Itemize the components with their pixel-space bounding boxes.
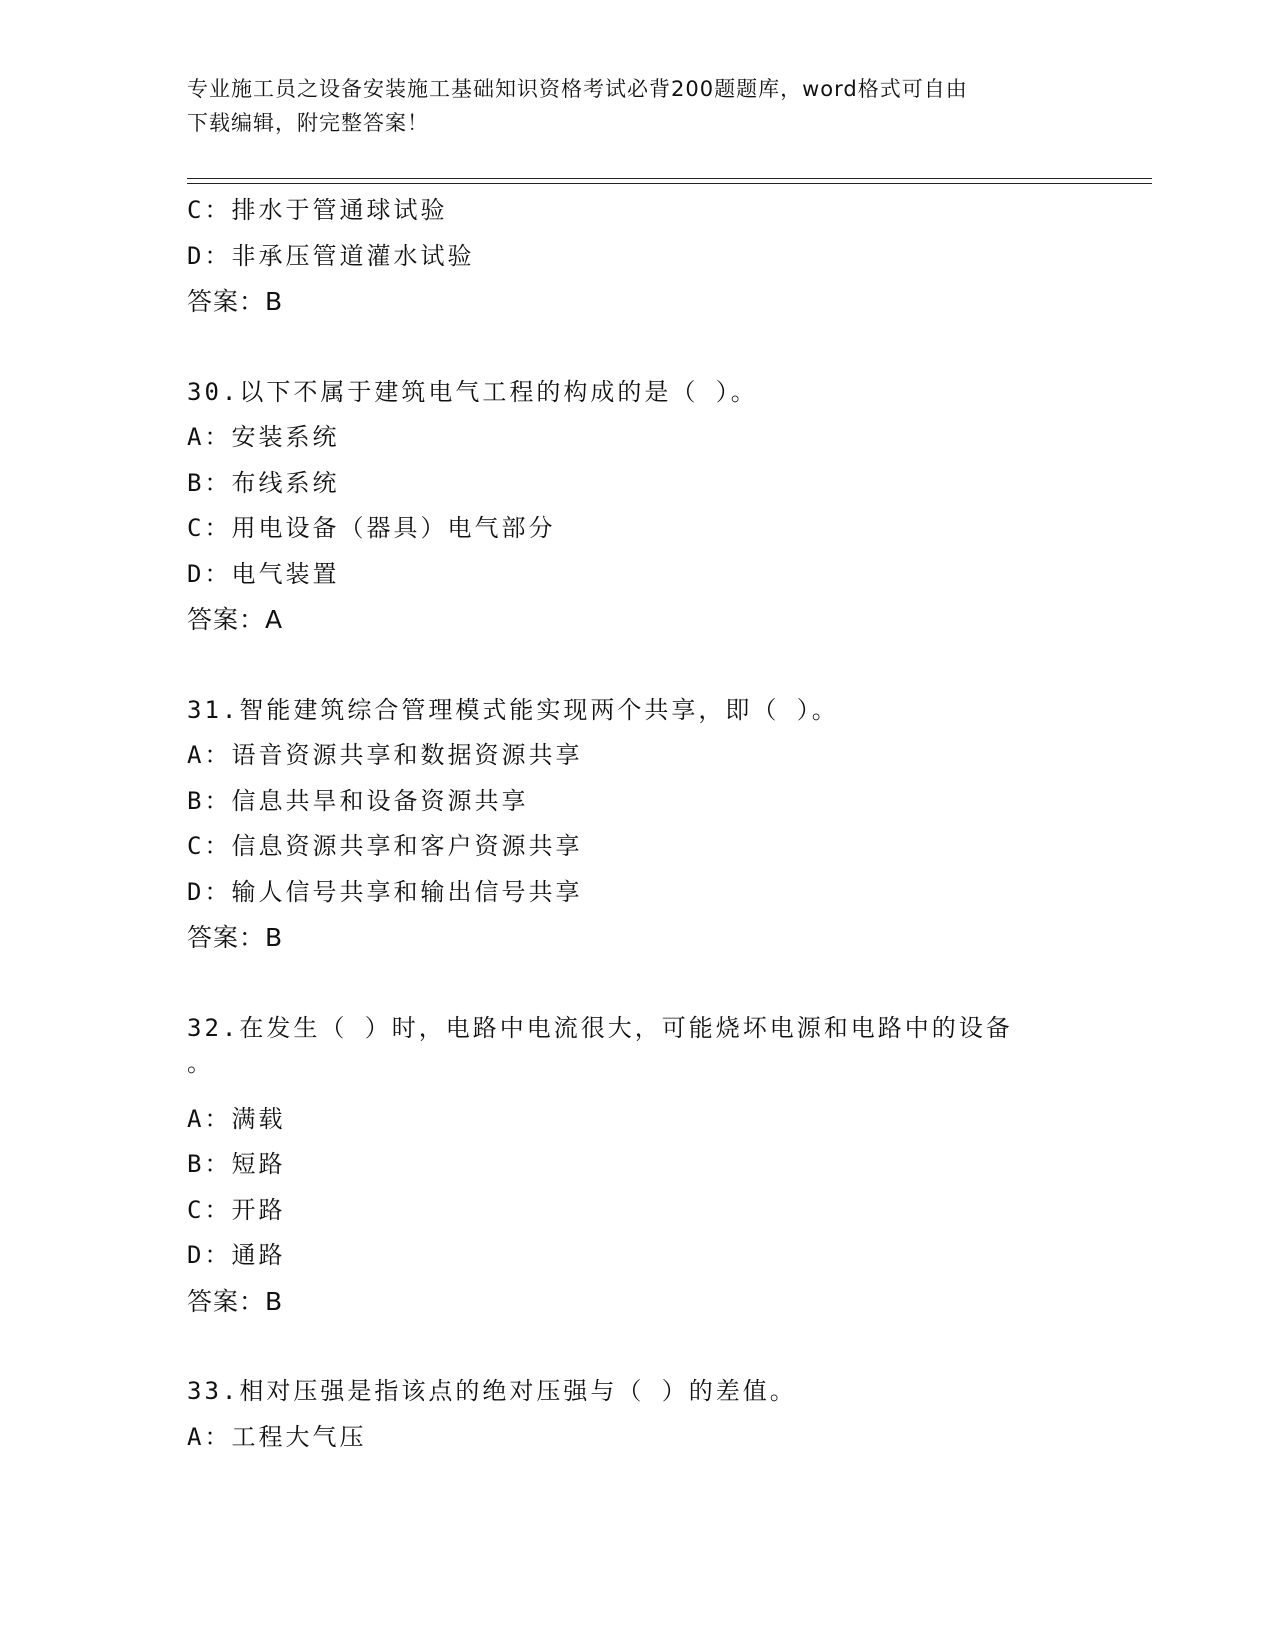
spacer [187, 325, 1147, 370]
q33-option-a: A：工程大气压 [187, 1422, 367, 1451]
q32-answer: 答案：B [187, 1286, 284, 1316]
spacer [187, 1324, 1147, 1369]
page-header [187, 72, 1067, 140]
q30-question: 30.以下不属于建筑电气工程的构成的是（ ）。 [187, 377, 758, 406]
q31-option-c: C：信息资源共享和客户资源共享 [187, 832, 583, 860]
q33-question: 33.相对压强是指该点的绝对压强与（ ）的差值。 [187, 1377, 797, 1405]
q31-option-a: A：语音资源共享和数据资源共享 [187, 741, 583, 769]
q30-option-a: A：安装系统 [187, 423, 340, 451]
header-line-2: 下载编辑，附完整答案！ [187, 111, 429, 135]
q32-option-c: C：开路 [187, 1195, 286, 1224]
spacer [187, 643, 1147, 688]
q32-question-end: 。 [187, 1049, 214, 1077]
q29-option-d: D：非承压管道灌水试验 [187, 241, 475, 270]
q29-answer: 答案：B [187, 287, 284, 316]
q31-option-d: D：输人信号共享和输出信号共享 [187, 877, 583, 906]
q29-option-c: C：排水于管通球试验 [187, 196, 448, 224]
q32-option-b: B：短路 [187, 1150, 286, 1178]
header-line-1: 专业施工员之设备安装施工基础知识资格考试必背200题题库，word格式可自由 [187, 77, 968, 101]
spacer [187, 961, 1147, 1006]
q31-question: 31.智能建筑综合管理模式能实现两个共享，即（ ）。 [187, 695, 839, 724]
question-list [187, 188, 1147, 1460]
header-rule-bottom [187, 183, 1152, 184]
q32-option-a: A：满载 [187, 1104, 286, 1133]
q30-option-d: D：电气装置 [187, 559, 340, 588]
q31-answer: 答案：B [187, 923, 284, 952]
q30-option-b: B：布线系统 [187, 468, 340, 497]
header-rule-top [187, 178, 1152, 179]
q31-option-b: B：信息共旱和设备资源共享 [187, 786, 529, 815]
q32-option-d: D：通路 [187, 1241, 286, 1269]
q30-answer: 答案：A [187, 605, 284, 634]
q32-question: 32.在发生（ ）时，电路中电流很大，可能烧坏电源和电路中的设备 [187, 1013, 1013, 1042]
q30-option-c: C：用电设备（器具）电气部分 [187, 514, 556, 542]
